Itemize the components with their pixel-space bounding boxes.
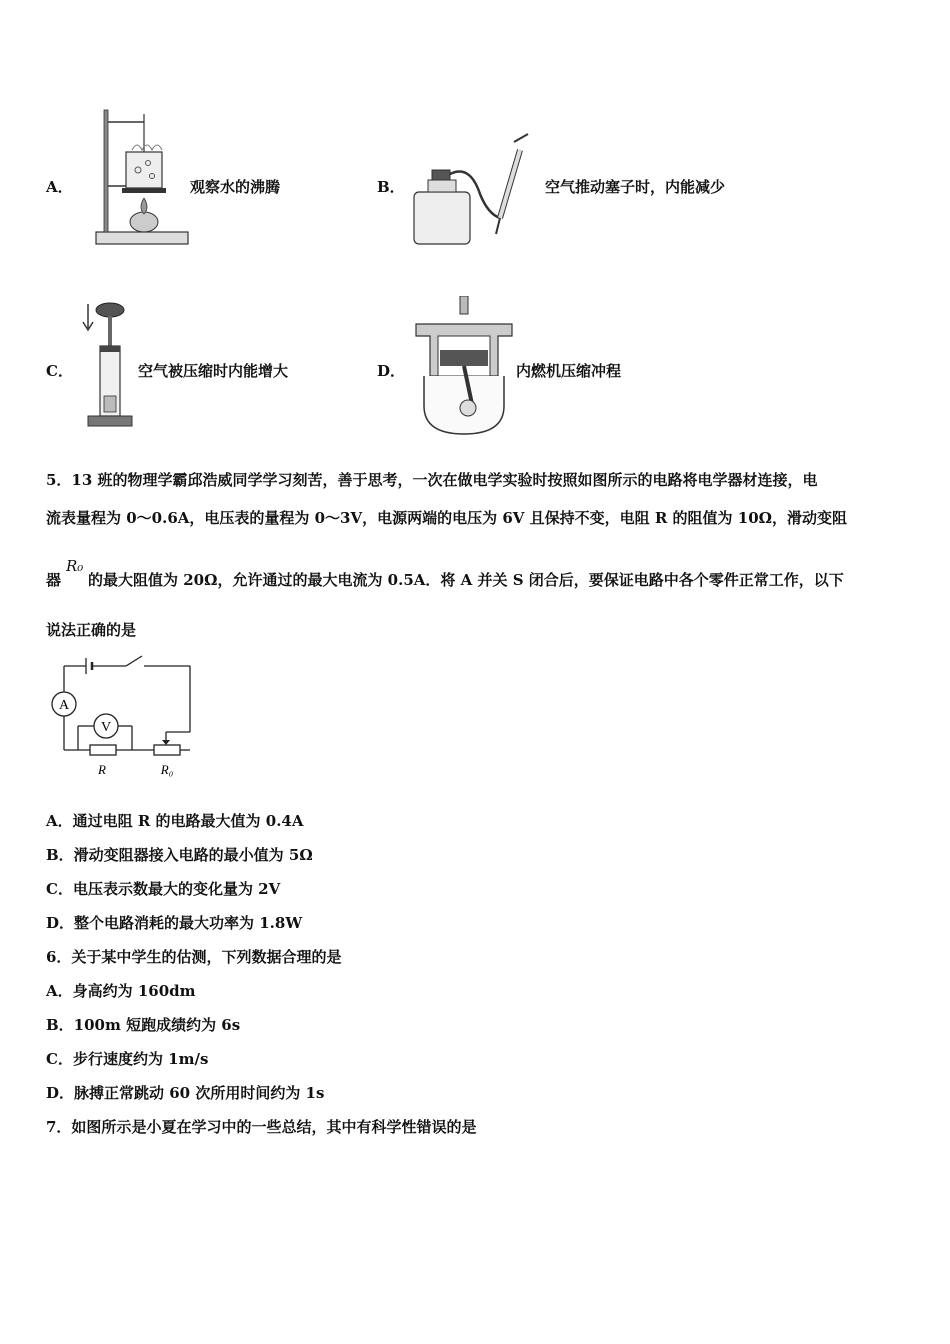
ammeter-label: A (58, 698, 70, 713)
bottle-pump-stopper-figure (410, 130, 540, 248)
q6-stem: 6．关于某中学生的估测，下列数据合理的是 (46, 948, 342, 966)
engine-compression-stroke-figure (412, 296, 516, 438)
option-a-caption: 观察水的沸腾 (190, 178, 281, 196)
option-b-letter: B． (377, 178, 405, 196)
circuit-diagram (46, 652, 206, 780)
option-c-letter: C． (46, 362, 73, 380)
q6-option-c: C．步行速度约为 1m/s (46, 1050, 209, 1068)
r0-symbol: R₀ (66, 557, 84, 575)
q6-option-a: A．身高约为 160dm (46, 982, 196, 1000)
q5-stem-line-3-post: 的最大阻值为 20Ω，允许通过的最大电流为 0.5A．将 A 并关 S 闭合后，要保证电路中各个零件正常工作，以下 (88, 571, 844, 589)
boiling-water-apparatus-figure (92, 100, 192, 248)
rheostat-label: R₀ (160, 762, 174, 777)
q7-stem: 7．如图所示是小夏在学习中的一些总结，其中有科学性错误的是 (46, 1118, 477, 1136)
option-c-caption: 空气被压缩时内能增大 (138, 362, 289, 380)
air-compression-cylinder-figure (80, 300, 136, 430)
voltmeter-label: V (100, 720, 112, 735)
resistor-label: R (98, 762, 106, 777)
option-d-caption: 内燃机压缩冲程 (516, 362, 622, 380)
q5-option-c: C．电压表示数最大的变化量为 2V (46, 880, 281, 898)
q5-option-b: B．滑动变阻器接入电路的最小值为 5Ω (46, 846, 313, 864)
q5-option-d: D．整个电路消耗的最大功率为 1.8W (46, 914, 303, 932)
q5-option-a: A．通过电阻 R 的电路最大值为 0.4A (46, 812, 304, 830)
q6-option-b: B．100m 短跑成绩约为 6s (46, 1016, 241, 1034)
q5-stem-line-4: 说法正确的是 (46, 621, 137, 639)
q6-option-d: D．脉搏正常跳动 60 次所用时间约为 1s (46, 1084, 325, 1102)
q5-stem-line-1: 5．13 班的物理学霸邱浩威同学学习刻苦，善于思考，一次在做电学实验时按照如图所示的电路将电学器材连接，电 (46, 471, 818, 489)
option-a-letter: A． (46, 178, 73, 196)
option-d-letter: D． (377, 362, 406, 380)
q5-stem-line-3-pre: 器 (46, 571, 62, 589)
q5-stem-line-2: 流表量程为 0～0.6A，电压表的量程为 0～3V，电源两端的电压为 6V 且保持不变，电阻 R 的阻值为 10Ω，滑动变阻 (46, 509, 848, 527)
option-b-caption: 空气推动塞子时，内能减少 (545, 178, 726, 196)
